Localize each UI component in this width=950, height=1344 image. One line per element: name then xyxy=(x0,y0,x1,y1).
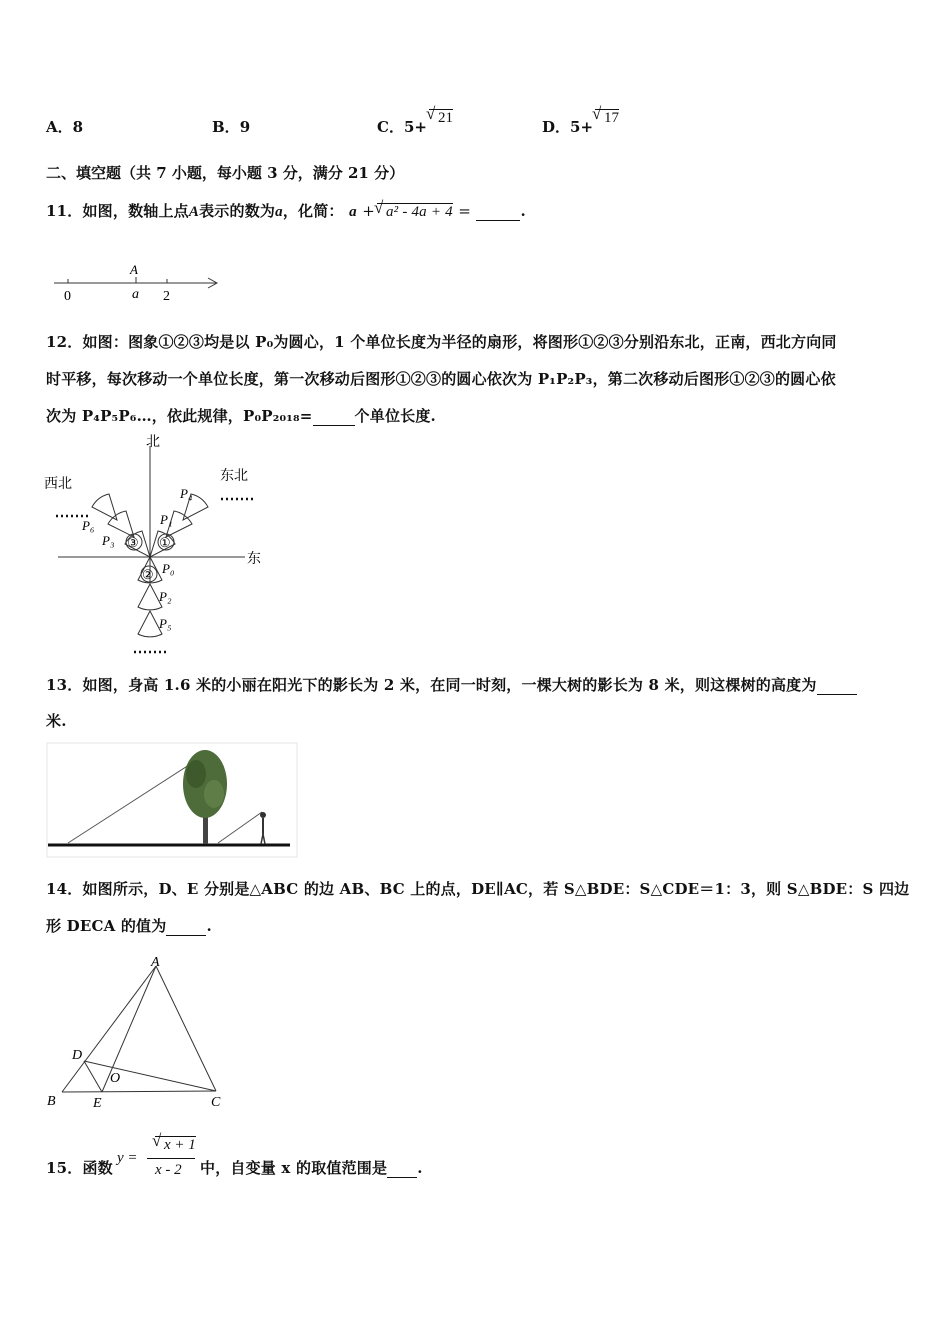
label-p0: P₀ xyxy=(162,561,175,576)
label-p6: P₆ xyxy=(82,518,95,533)
label-p1: P₁ xyxy=(160,512,173,527)
label-p4: P₄ xyxy=(180,486,193,501)
answer-blank-15 xyxy=(387,1159,417,1178)
tick-2: 2 xyxy=(163,289,170,304)
label-p2: P₂ xyxy=(159,589,172,604)
answer-blank-13 xyxy=(817,676,857,695)
label-A: A xyxy=(130,262,138,277)
tree-shadow-figure xyxy=(46,742,298,858)
tick-0: 0 xyxy=(64,289,71,304)
answer-blank-12 xyxy=(313,407,355,426)
label-p5: P₅ xyxy=(159,616,172,631)
question-15-suffix: 中，自变量 x 的取值范围是 . xyxy=(200,1159,423,1177)
circle-label-1: ① xyxy=(159,535,171,550)
question-12-line1: 12．如图：图象①②③均是以 P₀为圆心，1 个单位长度为半径的扇形，将图形①②③分别沿东北，正南，西北方向同 xyxy=(46,333,837,351)
vertex-D: D xyxy=(72,1048,83,1063)
question-14-line1: 14．如图所示，D、E 分别是△ABC 的边 AB、BC 上的点，DE∥AC，若 S△BDE：S△CDE＝1：3，则 S△BDE：S 四边 xyxy=(46,880,910,898)
question-11: 11．如图，数轴上点A表示的数为a，化简： a +√ a² - 4a + 4 = . xyxy=(46,200,526,221)
answer-blank-11 xyxy=(476,202,520,221)
label-north: 北 xyxy=(146,435,160,450)
question-15: 15．函数 xyxy=(46,1159,113,1177)
circle-label-2: ② xyxy=(142,567,154,582)
choice-b: B．9 xyxy=(212,118,251,136)
question-14-line2: 形 DECA 的值为 . xyxy=(46,917,212,935)
circle-label-3: ③ xyxy=(127,535,139,550)
choice-d: D．5+√ 17 xyxy=(542,116,619,137)
girl-figure xyxy=(260,812,266,844)
number-line-figure xyxy=(50,258,230,306)
answer-blank-14 xyxy=(166,917,206,936)
tick-a: a xyxy=(132,287,139,302)
vertex-E: E xyxy=(93,1096,102,1111)
question-13-line2: 米. xyxy=(46,712,67,730)
question-12-line2: 时平移，每次移动一个单位长度，第一次移动后图形①②③的圆心依次为 P₁P₂P₃，第二次移动后图形①②③的圆心依 xyxy=(46,370,836,388)
vertex-C: C xyxy=(211,1095,221,1110)
label-p3: P₃ xyxy=(102,533,115,548)
question-12-line3: 次为 P₄P₅P₆…，依此规律，P₀P₂₀₁₈= 个单位长度. xyxy=(46,407,436,425)
choice-a: A．8 xyxy=(46,118,84,136)
vertex-B: B xyxy=(47,1094,56,1109)
sector-figure xyxy=(40,432,280,658)
choice-c: C．5+√ 21 xyxy=(377,116,453,137)
vertex-O: O xyxy=(110,1071,121,1086)
label-east: 东 xyxy=(247,552,261,567)
triangle-figure xyxy=(44,953,230,1115)
vertex-A: A xyxy=(151,955,160,970)
question-13-line1: 13．如图，身高 1.6 米的小丽在阳光下的影长为 2 米，在同一时刻，一棵大树的影长为 8 米，则这棵树的高度为 xyxy=(46,674,857,695)
section-title: 二、填空题（共 7 小题，每小题 3 分，满分 21 分） xyxy=(46,164,405,182)
label-northeast: 东北 xyxy=(220,469,248,484)
label-northwest: 西北 xyxy=(44,477,72,492)
